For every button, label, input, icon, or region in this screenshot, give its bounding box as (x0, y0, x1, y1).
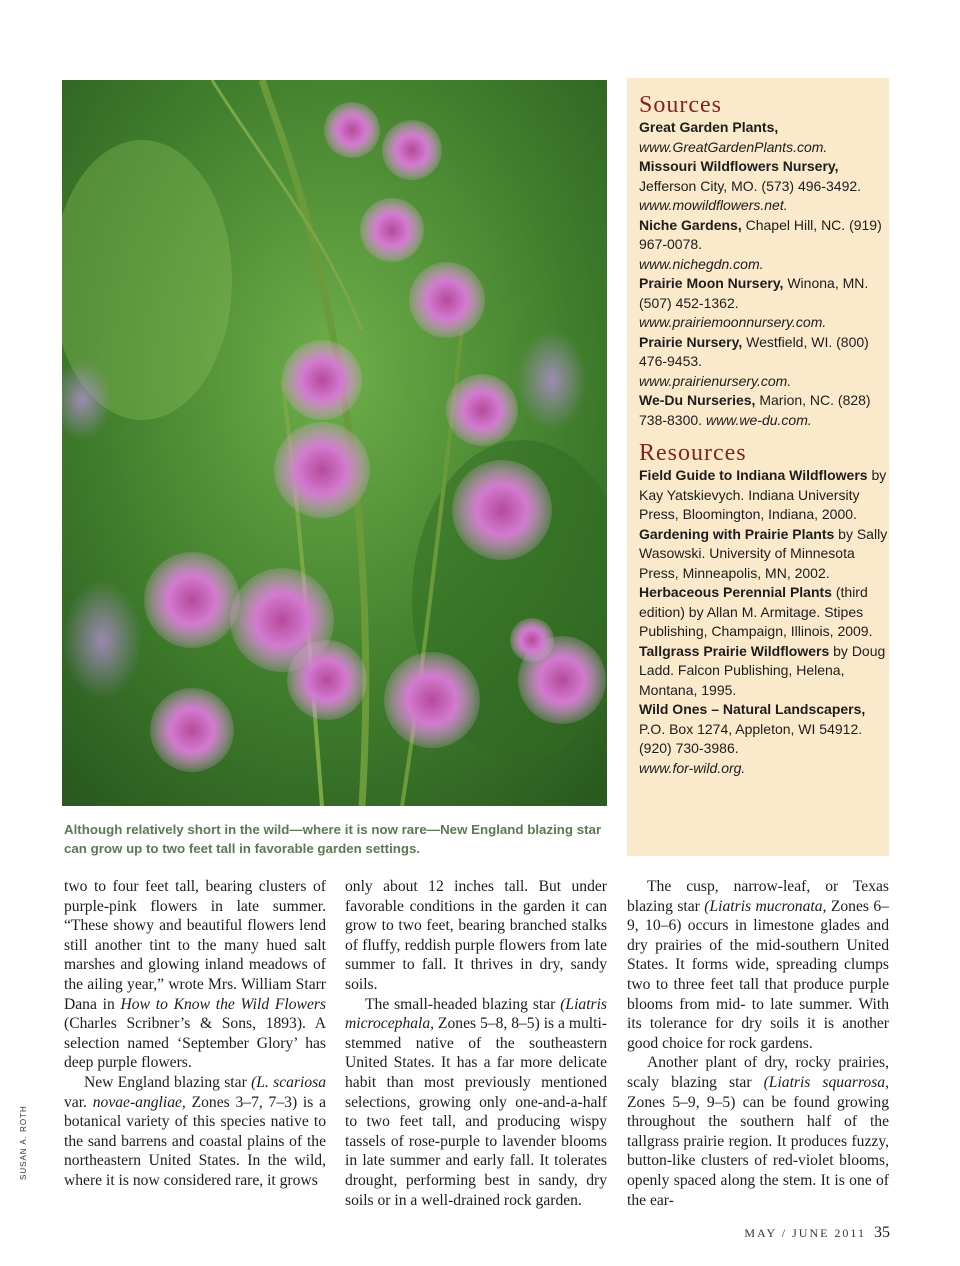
source-url[interactable]: www.GreatGardenPlants.com. (639, 138, 828, 155)
resource-entry: Field Guide to Indiana Wildflowers by Kay Yatskievych. Indiana University Press, Bloomington, Indiana, 2000. (639, 467, 887, 522)
source-url[interactable]: www.for-wild.org. (639, 759, 746, 776)
resource-entry: Tallgrass Prairie Wildflowers by Doug Ladd. Falcon Publishing, Helena, Montana, 1995. (639, 642, 886, 698)
source-url[interactable]: www.nichegdn.com. (639, 255, 764, 272)
body-paragraph: The small-headed blazing star (Liatris microcephala, Zones 5–8, 8–5) is a multi-stemmed native of the southeastern United States. It has a far more delicate habit than most previously mentioned selections, growing only one-and-a-half to two feet tall, and producing wispy tassels of rose-purple to lavender blooms in late summer and early fall. It tolerates drought, performing best in sandy, dry soils or in a well-drained rock garden. (345, 995, 607, 1209)
source-url[interactable]: www.we-du.com. (705, 411, 812, 428)
sources-section (639, 92, 889, 430)
source-entry: Missouri Wildflowers Nursery, Jefferson City, MO. (573) 496-3492. www.mowildflowers.net. (639, 158, 862, 213)
resources-heading: Resources (639, 440, 747, 466)
body-column-1 (64, 877, 326, 1191)
source-url[interactable]: www.prairiemoonnursery.com. (639, 314, 827, 330)
resource-entry: Herbaceous Perennial Plants (third edition) by Allan M. Armitage. Stipes Publishing, Champaign, Illinois, 2009. (639, 584, 873, 639)
source-url[interactable]: www.prairienursery.com. (639, 372, 792, 389)
source-url[interactable]: www.mowildflowers.net. (639, 197, 788, 213)
body-paragraph: Another plant of dry, rocky prairies, scaly blazing star (Liatris squarrosa, Zones 5–9, 9–5) can be found growing throughout the southern half of the tallgrass prairie region. It produces fuzzy, button-like clusters of red-violet blooms, openly spaced along the stem. It is one of the ear- (627, 1054, 889, 1209)
resource-entry: Gardening with Prairie Plants by Sally Wasowski. University of Minnesota Press, Minneapolis, MN, 2002. (639, 525, 888, 581)
sources-heading: Sources (639, 92, 722, 118)
source-entry: Prairie Moon Nursery, Winona, MN. (507) 452-1362. www.prairiemoonnursery.com. (639, 275, 869, 330)
source-entry: Great Garden Plants, www.GreatGardenPlants.com. (639, 119, 828, 155)
photo-caption: Although relatively short in the wild—where it is now rare—New England blazing star can grow up to two feet tall in favorable garden settings. (64, 822, 602, 856)
page-number: 35 (874, 1224, 890, 1241)
body-paragraph: only about 12 inches tall. But under favorable conditions in the garden it can grow to two feet, bearing branched stalks of fluffy, reddish purple flowers from late summer to fall. It thrives in dry, sandy soils. (345, 878, 607, 993)
body-column-2 (345, 877, 607, 1210)
resource-entry: Wild Ones – Natural Landscapers, P.O. Box 1274, Appleton, WI 54912. (920) 730-3986. www.for-wild.org. (639, 701, 866, 776)
flower-photo (62, 80, 607, 806)
source-entry: We-Du Nurseries, Marion, NC. (828) 738-8300. www.we-du.com. (639, 392, 871, 428)
source-entry: Niche Gardens, Chapel Hill, NC. (919) 967-0078. www.nichegdn.com. (639, 216, 882, 272)
source-entry: Prairie Nursery, Westfield, WI. (800) 476-9453. www.prairienursery.com. (639, 333, 869, 389)
sources-sidebar (627, 78, 889, 856)
body-paragraph: two to four feet tall, bearing clusters of purple-pink flowers in late summer. “These showy and beautiful flowers lend still another tint to the many hued salt marshes and glowing inland meadows of the ailing year,” wrote Mrs. William Starr Dana in How to Know the Wild Flowers (Charles Scribner’s & Sons, 1893). A selection named ‘September Glory’ has deep purple flowers. (64, 878, 327, 1072)
resources-section (639, 440, 889, 778)
body-paragraph: New England blazing star (L. scariosa var. novae-angliae, Zones 3–7, 7–3) is a botanical variety of this species native to the sand barrens and coastal plains of the northeastern United States. In the wild, where it is now considered rare, it grows (64, 1073, 327, 1189)
page-footer (740, 1224, 890, 1242)
body-paragraph: The cusp, narrow-leaf, or Texas blazing star (Liatris mucronata, Zones 6–9, 10–6) occurs in limestone glades and dry prairies of the mid-southern United States. It forms wide, spreading clumps two to three feet tall that produce purple blooms from mid- to late summer. With its tolerance for dry soils it is another good choice for rock gardens. (627, 878, 889, 1052)
photo-credit: SUSAN A. ROTH (19, 1105, 28, 1180)
body-column-3 (627, 877, 889, 1210)
issue-date: MAY / JUNE 2011 (744, 1226, 866, 1240)
